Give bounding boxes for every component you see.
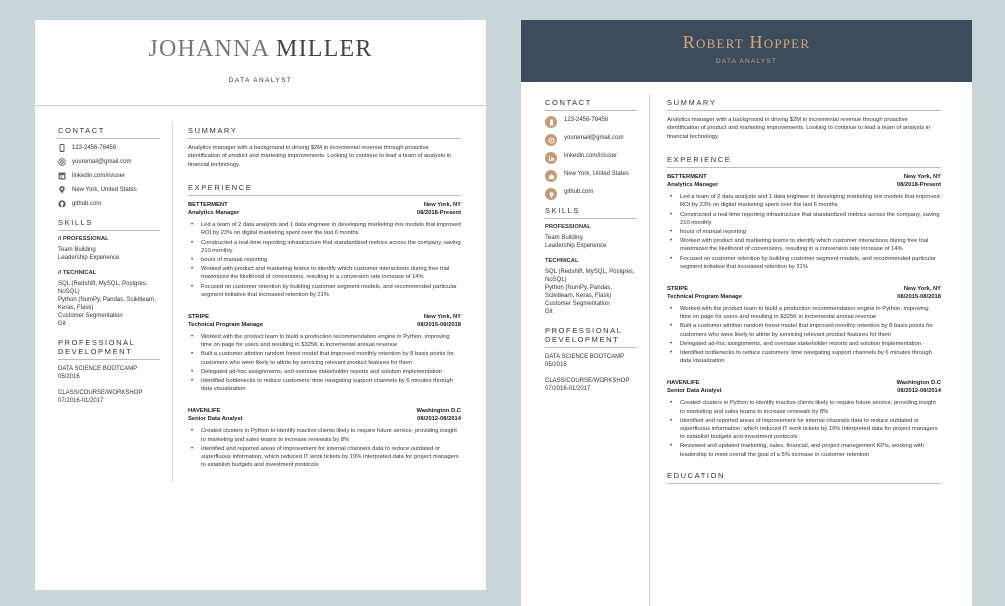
- company: STRIPE: [667, 286, 688, 293]
- skill-item: Git: [545, 309, 553, 315]
- resume-johanna-miller: [35, 20, 486, 590]
- job-dates: 08/2012-08/2014: [417, 416, 461, 423]
- email-text[interactable]: youremail@gmail.com: [72, 159, 132, 165]
- dev-item-name: DATA SCIENCE BOOTCAMP: [58, 366, 138, 372]
- bullet: • Built a customer attrition random forest model that improved monthly retention by 8 basis points for customers who were likely to attrite by servicing relevant product features for them: [667, 322, 941, 338]
- skill-item: SQL (Redshift, MySQL, Postgres, NoSQL): [545, 269, 635, 283]
- first-name: JOHANNA: [148, 36, 269, 62]
- role: Analytics Manager: [667, 182, 719, 189]
- linkedin-text[interactable]: linkedin.com/in/user: [564, 153, 618, 159]
- dev-item-date: 07/2016-01/2017: [58, 398, 104, 404]
- job-location: New York, NY: [423, 202, 461, 209]
- job-location: Washington D.C: [896, 380, 941, 387]
- bullet: • Identified and reported areas of improvement for internal channels data to reduce outdated or superfluous information, which reduced IT work tickets by 19% Interpreted data for project managers to establish budgets and investment protocols: [188, 445, 461, 470]
- email-icon: [58, 158, 66, 166]
- location-text: New York, United States: [564, 171, 629, 177]
- bullet: • Constructed a real-time reporting infrastructure that standardized metrics across the company, saving 210 monthly: [188, 239, 461, 255]
- column-divider: [172, 122, 173, 482]
- professional-development-heading: PROFESSIONAL DEVELOPMENT: [58, 338, 160, 360]
- job-entry: [188, 201, 461, 299]
- bullet: • Created clusters in Python to identify inactive clients likely to require future service, providing insight to marketing and sales teams to increase renewals by 8%: [188, 427, 461, 443]
- github-text[interactable]: github.com: [72, 201, 102, 207]
- role: Senior Data Analyst: [188, 416, 243, 423]
- professional-development-heading: PROFESSIONAL DEVELOPMENT: [545, 326, 637, 348]
- job-location: Washington D.C: [416, 408, 461, 415]
- job-entry: [188, 313, 461, 393]
- summary-text: Analytics manager with a background in driving $2M in incremental revenue through proactive identification of product and marketing improvements. Looking to continue to lead a team of analysts in financial technology.: [188, 145, 452, 168]
- contact-location: [58, 186, 160, 194]
- role: Analytics Manager: [188, 210, 240, 217]
- bullet: • Built a customer attrition random forest model that improved monthly retention by 8 basis points for customers who were likely to attrite by servicing relevant product features for them: [188, 350, 461, 366]
- email-text[interactable]: youremail@gmail.com: [564, 135, 624, 141]
- company: STRIPE: [188, 314, 209, 321]
- location-icon: [58, 186, 66, 194]
- role: Technical Program Manage: [188, 322, 263, 329]
- bullet: • Reviewed and updated marketing, sales, financial, and project management KPIs, working with leadership to meet overall the goal of a 5% increase in customer retention: [667, 442, 941, 458]
- experience-heading: EXPERIENCE: [188, 183, 461, 196]
- summary-heading: SUMMARY: [188, 126, 461, 139]
- skill-item: Team Building: [58, 247, 96, 253]
- resume-header: [35, 20, 486, 106]
- bullet: • Focused on customer retention by building customer segment models, and recommended particular segment initiative that increased retention by 21%: [188, 283, 461, 299]
- candidate-name: [35, 36, 486, 63]
- summary-text: Analytics manager with a background in driving $2M in incremental revenue through proactive identification of product and marketing improvements. Looking to continue to lead a team of analysts in financial technology.: [667, 117, 931, 140]
- dev-item-date: 05/2016: [58, 374, 80, 380]
- contact-location: [545, 170, 637, 182]
- last-name: MILLER: [276, 36, 373, 62]
- skill-item: Customer Segmentation: [545, 301, 610, 307]
- location-icon: [545, 170, 557, 182]
- location-text: New York, United States: [72, 187, 137, 193]
- job-bullets: [188, 333, 461, 393]
- job-dates: 08/2015-08/2018: [897, 294, 941, 301]
- github-text[interactable]: github.com: [564, 189, 594, 195]
- bullet: • Constructed a real-time reporting infrastructure that standardized metrics across the company, saving 210 monthly: [667, 211, 941, 227]
- bullet: • Delegated ad-hoc assignments, and oversaw stakeholder reports and solution implementation ·: [667, 340, 941, 348]
- skill-item: Git: [58, 321, 66, 327]
- phone-icon: [58, 144, 66, 152]
- company: BETTERMENT: [188, 202, 228, 209]
- bullet: • Worked with product and marketing teams to identify which customer interactions during free trial maximized the likelihood of conversions, resulting in a conversion rate increase of 14%: [188, 265, 461, 281]
- summary-heading: SUMMARY: [667, 98, 941, 111]
- contact-github: [58, 200, 160, 208]
- job-dates: 08/2015-08/2018: [417, 322, 461, 329]
- skill-item: Python (NumPy, Pandas, Scikitlearn, Keras, Flask): [58, 297, 156, 311]
- job-bullets: [667, 399, 941, 458]
- email-icon: [545, 134, 557, 146]
- skills-heading: SKILLS: [545, 206, 637, 219]
- experience-heading: EXPERIENCE: [667, 155, 941, 168]
- skill-item: Python (NumPy, Pandas, Scikitlearn, Keras, Flask): [545, 285, 612, 299]
- job-title: DATA ANALYST: [716, 58, 777, 65]
- professional-skills-heading: PROFESSIONAL: [545, 224, 591, 230]
- linkedin-icon: [58, 172, 66, 180]
- job-bullets: [667, 193, 941, 271]
- skill-item: SQL (Redshift, MySQL, Postgres, NoSQL): [58, 281, 148, 295]
- phone-icon: [545, 116, 557, 128]
- bullet: • Identified and reported areas of improvement for internal channels data to reduce outdated or superfluous information, which reduced IT work tickets by 19% Interpreted data for project managers to establish budgets and investment protocols: [667, 417, 941, 442]
- job-location: New York, NY: [903, 286, 941, 293]
- bullet: • Focused on customer retention by building customer segment models, and recommended particular segment initiative that increased retention by 21%: [667, 255, 941, 271]
- technical-skills-heading: TECHNICAL: [545, 258, 579, 264]
- job-entry: [188, 407, 461, 469]
- contact-linkedin: [545, 152, 637, 164]
- contact-email: [58, 158, 160, 166]
- bullet: • hours of manual reporting: [188, 256, 461, 264]
- job-location: New York, NY: [423, 314, 461, 321]
- job-bullets: [188, 427, 461, 469]
- sidebar: [58, 126, 160, 405]
- bullet: • Led a team of 2 data analysts and 1 data engineer in developing marketing mix models that improved ROI by 23% on digital marketing spent over the last 6 months: [667, 193, 941, 209]
- job-entry: [667, 285, 941, 365]
- professional-skills-heading: // PROFESSIONAL: [58, 236, 109, 242]
- contact-phone: [545, 116, 637, 128]
- main-content: [188, 126, 461, 479]
- skills-heading: SKILLS: [58, 218, 160, 231]
- contact-github: [545, 188, 637, 200]
- company: HAVENLIFE: [667, 380, 700, 387]
- job-entry: [667, 173, 941, 271]
- education-heading: EDUCATION: [667, 471, 941, 484]
- job-dates: 08/2018-Present: [416, 210, 461, 217]
- job-dates: 08/2018-Present: [896, 182, 941, 189]
- job-bullets: [667, 305, 941, 365]
- dev-item-name: DATA SCIENCE BOOTCAMP: [545, 354, 625, 360]
- main-content: [667, 98, 941, 489]
- job-title: DATA ANALYST: [228, 77, 293, 84]
- github-icon: [58, 200, 66, 208]
- linkedin-icon: [545, 152, 557, 164]
- dev-item-name: CLASS/COURSE/WORKSHOP: [545, 378, 630, 384]
- company: BETTERMENT: [667, 174, 707, 181]
- bullet: • Worked with product and marketing teams to identify which customer interactions during free trial maximized the likelihood of conversions, resulting in a conversion rate increase of 14%: [667, 237, 941, 253]
- contact-phone: [58, 144, 160, 152]
- skill-item: Customer Segmentation: [58, 313, 123, 319]
- bullet: • Identified bottlenecks to reduce customers' time navigating support channels by 6 minutes through data visualization: [188, 377, 461, 393]
- role: Technical Program Manage: [667, 294, 742, 301]
- contact-email: [545, 134, 637, 146]
- dev-item-date: 07/2016-01/2017: [545, 386, 591, 392]
- job-entry: [667, 379, 941, 458]
- contact-linkedin: [58, 172, 160, 180]
- phone-text: 123-2456-78458: [564, 117, 609, 123]
- bullet: • Led a team of 2 data analysts and 1 data engineer in developing marketing mix models that improved ROI by 23% on digital marketing spent over the last 6 months: [188, 221, 461, 237]
- job-location: New York, NY: [903, 174, 941, 181]
- dev-item-name: CLASS/COURSE/WORKSHOP: [58, 390, 143, 396]
- skill-item: Leadership Experience: [545, 243, 607, 249]
- contact-heading: CONTACT: [545, 98, 637, 111]
- bullet: • hours of manual reporting: [667, 228, 941, 236]
- dev-item-date: 05/2016: [545, 362, 567, 368]
- role: Senior Data Analyst: [667, 388, 722, 395]
- sidebar: [545, 98, 637, 393]
- company: HAVENLIFE: [188, 408, 221, 415]
- bullet: • Created clusters in Python to identify inactive clients likely to require future service, providing insight to marketing and sales teams to increase renewals by 8%: [667, 399, 941, 415]
- technical-skills-heading: // TECHNICAL: [58, 270, 97, 276]
- contact-heading: CONTACT: [58, 126, 160, 139]
- github-icon: [545, 188, 557, 200]
- bullet: • Identified bottlenecks to reduce customers' time navigating support channels by 6 minutes through data visualization: [667, 349, 941, 365]
- resume-robert-hopper: [521, 20, 972, 606]
- job-dates: 08/2012-08/2014: [897, 388, 941, 395]
- phone-text: 123-2456-78458: [72, 145, 117, 151]
- resume-header: [521, 20, 972, 82]
- candidate-name: Robert Hopper: [682, 32, 811, 52]
- bullet: • Worked with the product team to build a production recommendation engine in Python, improving time on page for users and resulting in $325K in incremental annual revenue: [667, 305, 941, 321]
- bullet: • Delegated ad-hoc assignments, and oversaw stakeholder reports and solution implementation ·: [188, 368, 461, 376]
- linkedin-text[interactable]: linkedin.com/in/user: [72, 173, 126, 179]
- skill-item: Leadership Experience: [58, 255, 120, 261]
- job-bullets: [188, 221, 461, 299]
- column-divider: [649, 94, 650, 606]
- bullet: • Worked with the product team to build a production recommendation engine in Python, improving time on page for users and resulting in $325K in incremental annual revenue: [188, 333, 461, 349]
- skill-item: Team Building: [545, 235, 583, 241]
